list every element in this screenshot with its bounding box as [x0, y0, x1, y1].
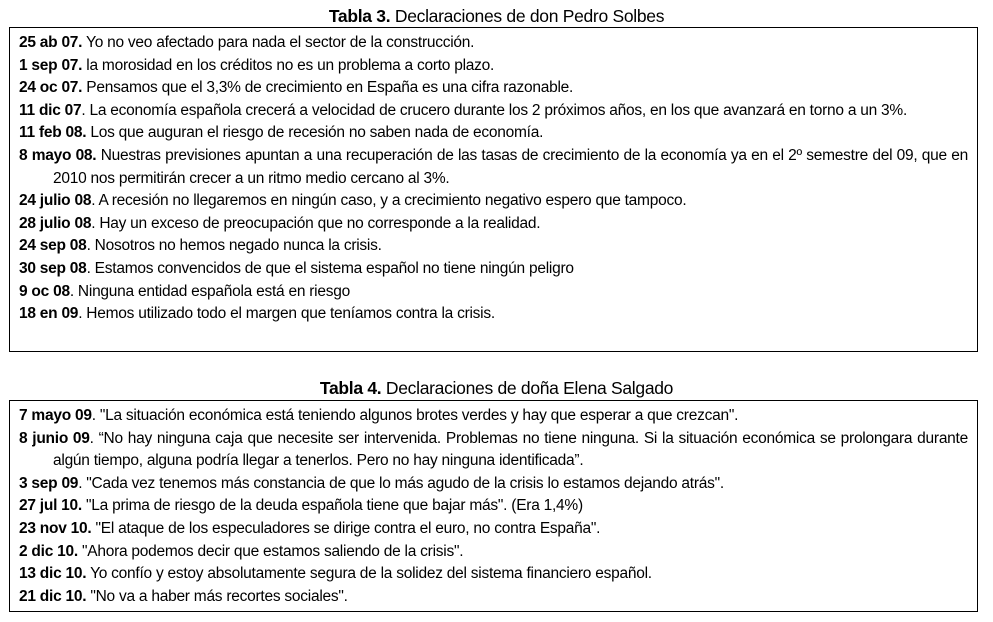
statement-date: 11 feb 08. — [19, 124, 87, 142]
statement-text: Yo confío y estoy absolutamente segura de la solidez del sistema financiero español. — [86, 565, 652, 583]
statement-entry — [19, 32, 968, 55]
statement-entry — [19, 258, 968, 281]
statement-entry — [19, 100, 968, 123]
statement-date: 7 mayo 09 — [19, 407, 92, 424]
table-3-statements-box — [9, 27, 978, 352]
statement-text: "El ataque de los especuladores se dirige contra el euro, no contra España". — [91, 519, 601, 537]
statement-entry — [19, 235, 968, 258]
statement-text: la morosidad en los créditos no es un problema a corto plazo. — [82, 56, 495, 74]
statement-text: . “No hay ninguna caja que necesite ser intervenida. Problemas no tiene ninguna. Si la situación económica se prolongara durante algún tiempo, alguna podría llegar a tenerlos. Pero no hay ninguna identificada”. — [53, 429, 968, 470]
statement-date: 21 dic 10. — [19, 587, 87, 605]
statement-date: 24 julio 08 — [19, 192, 92, 210]
statement-date: 2 dic 10. — [19, 542, 78, 560]
statement-text: . "Cada vez tenemos más constancia de que lo más agudo de la crisis lo estamos dejando atrás". — [78, 474, 724, 492]
statement-text: . Nosotros no hemos negado nunca la crisis. — [86, 237, 382, 255]
statement-date: 1 sep 07. — [19, 56, 83, 74]
statement-entry — [19, 405, 968, 428]
statement-text: Los que auguran el riesgo de recesión no saben nada de economía. — [86, 124, 544, 142]
statement-text: Nuestras previsiones apuntan a una recuperación de las tasas de crecimiento de la economía ya en el 2º semestre del 09, que en 2010 nos permitirán crecer a un ritmo medio cercano al 3%. — [53, 146, 968, 187]
statement-text: . Hemos utilizado todo el margen que teníamos contra la crisis. — [78, 305, 495, 323]
statement-date: 28 julio 08 — [19, 214, 92, 232]
statement-date: 13 dic 10. — [19, 565, 87, 583]
table-3-caption-title: Declaraciones de don Pedro Solbes — [390, 6, 665, 26]
statement-date: 24 oc 07. — [19, 79, 83, 97]
statement-text: "No va a haber más recortes sociales". — [86, 587, 348, 605]
statement-date: 23 nov 10. — [19, 519, 92, 537]
statement-date: 8 junio 09 — [19, 429, 90, 447]
statement-date: 24 sep 08 — [19, 237, 87, 255]
statement-entry — [19, 518, 968, 541]
statement-text: Pensamos que el 3,3% de crecimiento en España es una cifra razonable. — [82, 79, 574, 97]
statement-text: . La economía española crecerá a velocidad de crucero durante los 2 próximos años, en los que avanzará en torno a un 3%. — [81, 101, 908, 119]
statement-text: Yo no veo afectado para nada el sector de la construcción. — [82, 34, 475, 51]
statement-entry — [19, 428, 968, 473]
statement-text: "La prima de riesgo de la deuda española tiene que bajar más". (Era 1,4%) — [81, 497, 583, 515]
statement-entry — [19, 303, 968, 326]
statement-entry — [19, 213, 968, 236]
statement-entry — [19, 563, 968, 586]
table-4-caption — [0, 378, 993, 398]
statement-text: "Ahora podemos decir que estamos saliendo de la crisis". — [77, 542, 464, 560]
table-3-caption — [0, 6, 993, 26]
statement-text: . A recesión no llegaremos en ningún caso, y a crecimiento negativo espero que tampoco. — [91, 192, 687, 210]
statement-entry — [19, 77, 968, 100]
statement-date: 30 sep 08 — [19, 259, 87, 277]
statement-date: 27 jul 10. — [19, 497, 82, 515]
statement-entry — [19, 281, 968, 304]
statement-text: . Ninguna entidad española está en riesgo — [69, 282, 350, 300]
statement-entry — [19, 473, 968, 496]
statement-text: . Hay un exceso de preocupación que no corresponde a la realidad. — [91, 214, 541, 232]
table-4-caption-title: Declaraciones de doña Elena Salgado — [381, 378, 674, 398]
statement-entry — [19, 145, 968, 190]
statement-text: . Estamos convencidos de que el sistema español no tiene ningún peligro — [86, 259, 574, 277]
statement-date: 8 mayo 08. — [19, 146, 97, 164]
statement-entry — [19, 541, 968, 564]
statement-entry — [19, 586, 968, 609]
table-3-caption-prefix: Tabla 3. — [328, 6, 391, 26]
statement-date: 3 sep 09 — [19, 474, 79, 492]
statement-entry — [19, 122, 968, 145]
statement-date: 11 dic 07 — [19, 101, 82, 119]
statement-text: . "La situación económica está teniendo algunos brotes verdes y hay que esperar a que crezcan". — [91, 407, 739, 424]
statement-date: 18 en 09 — [19, 305, 79, 323]
statement-entry — [19, 190, 968, 213]
statement-entry — [19, 495, 968, 518]
statement-entry — [19, 55, 968, 78]
table-4-caption-prefix: Tabla 4. — [319, 378, 382, 398]
statement-date: 25 ab 07. — [19, 34, 83, 51]
statement-date: 9 oc 08 — [19, 282, 70, 300]
table-4-statements-box — [9, 400, 978, 612]
